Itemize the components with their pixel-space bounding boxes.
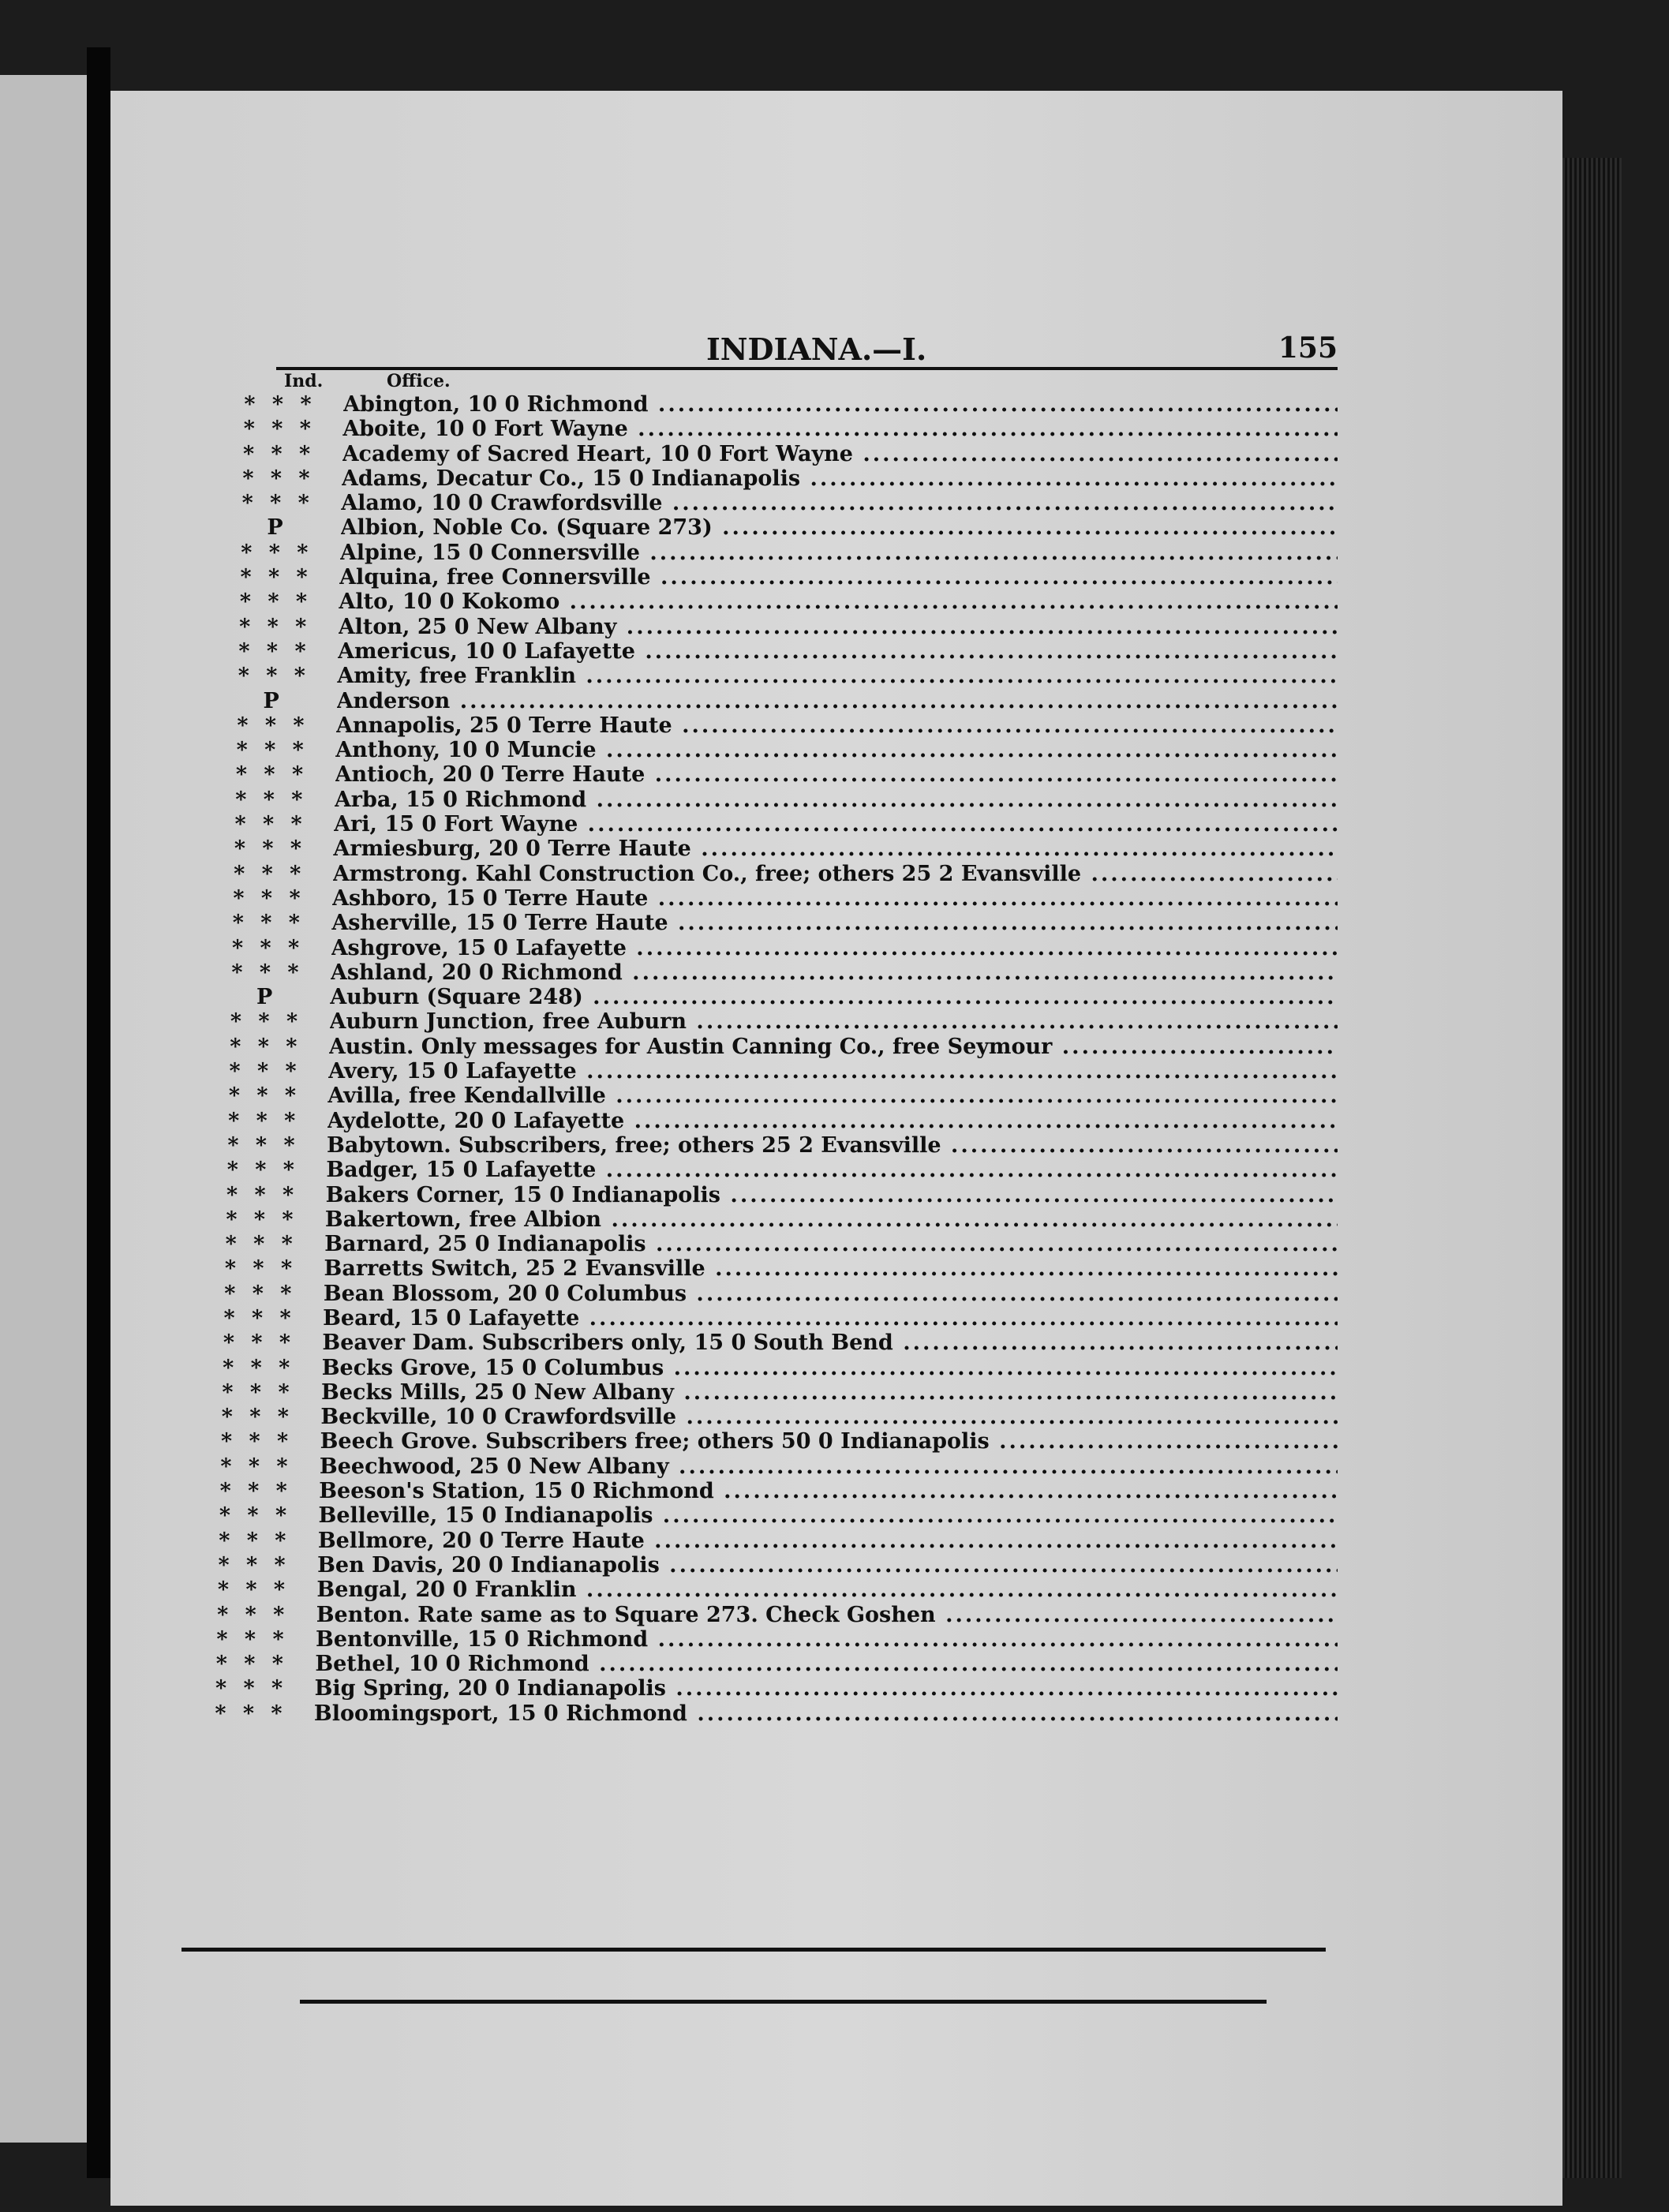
list-item (157, 1676, 1338, 1701)
office-entry: Annapolis, 25 0 Terre Haute ..... (336, 713, 1338, 738)
ind-marker: * * * (225, 1232, 298, 1257)
list-item (181, 615, 1338, 639)
ind-marker: P (256, 985, 278, 1010)
ind-marker: * * * (242, 466, 315, 491)
ind-marker: * * * (238, 638, 311, 664)
list-item (178, 762, 1338, 787)
ind-marker: * * * (235, 762, 309, 788)
office-entry: Alquina, free Connersville ..... (339, 565, 1338, 589)
office-entry: Belleville, 15 0 Indianapolis ..... (319, 1503, 1338, 1528)
office-entry: Ashland, 20 0 Richmond ..... (331, 960, 1338, 985)
office-entry: Badger, 15 0 Lafayette ..... (326, 1158, 1338, 1182)
office-entry: Beard, 15 0 Lafayette ..... (323, 1306, 1338, 1331)
ind-marker: * * * (215, 1676, 288, 1701)
ind-marker: * * * (236, 738, 309, 763)
office-entry: Bean Blossom, 20 0 Columbus ..... (324, 1282, 1338, 1306)
ind-marker: * * * (223, 1331, 295, 1356)
ind-marker: * * * (219, 1528, 291, 1553)
list-item (183, 515, 1338, 540)
office-entry: Aydelotte, 20 0 Lafayette ..... (327, 1109, 1338, 1133)
ind-marker: * * * (226, 1158, 299, 1183)
office-entry: Ashgrove, 15 0 Lafayette ..... (331, 936, 1338, 960)
list-item (157, 1652, 1338, 1676)
list-item (163, 1380, 1338, 1405)
office-entry: Bengal, 20 0 Franklin ..... (316, 1578, 1338, 1602)
office-entry: Alpine, 15 0 Connersville ..... (340, 541, 1338, 565)
ind-marker: * * * (230, 1034, 302, 1059)
list-item (161, 1503, 1338, 1528)
list-item (169, 1133, 1338, 1158)
header-rule (276, 367, 1338, 370)
list-item (165, 1306, 1338, 1331)
page-header (170, 331, 1338, 371)
list-item (180, 639, 1338, 664)
footer-rule (181, 1948, 1326, 1952)
list-item (174, 936, 1338, 960)
ind-marker: * * * (226, 1207, 298, 1232)
list-item (161, 1479, 1338, 1503)
list-item (172, 985, 1338, 1009)
office-entry: Barretts Switch, 25 2 Evansville ..... (324, 1256, 1338, 1281)
office-entry: Big Spring, 20 0 Indianapolis ..... (315, 1676, 1338, 1701)
book-gutter (87, 47, 110, 2178)
column-header-office: Office. (387, 371, 451, 391)
office-entry: Bentonville, 15 0 Richmond ..... (316, 1627, 1338, 1652)
ind-marker: * * * (234, 837, 306, 862)
office-entry: Armiesburg, 20 0 Terre Haute ..... (333, 837, 1338, 861)
list-item (175, 837, 1338, 861)
ind-marker: * * * (221, 1429, 294, 1454)
office-entry: Austin. Only messages for Austin Canning Co., free Seymour ..... (329, 1035, 1338, 1059)
office-entry: Barnard, 25 0 Indianapolis ..... (324, 1232, 1338, 1256)
office-entry: Ben Davis, 20 0 Indianapolis ..... (317, 1553, 1338, 1578)
office-entry: Benton. Rate same as to Square 273. Check Goshen ..... (316, 1603, 1338, 1627)
list-item (159, 1603, 1338, 1627)
office-entry: Amity, free Franklin ..... (337, 664, 1338, 688)
list-item (185, 442, 1338, 466)
office-entry: Alamo, 10 0 Crawfordsville ..... (341, 491, 1338, 515)
ind-marker: * * * (232, 935, 305, 960)
page-number: 155 (1278, 331, 1338, 365)
ind-marker: * * * (241, 540, 313, 565)
office-entry: Beechwood, 25 0 New Albany ..... (320, 1454, 1338, 1479)
list-item (182, 541, 1338, 565)
office-list (185, 392, 1338, 1726)
office-entry: Ashboro, 15 0 Terre Haute ..... (332, 886, 1338, 911)
list-item (179, 689, 1338, 713)
ind-marker: * * * (239, 589, 312, 615)
ind-marker: * * * (229, 1059, 301, 1084)
ind-marker: * * * (217, 1602, 290, 1627)
ind-marker: P (263, 688, 284, 713)
list-item (175, 862, 1338, 886)
list-item (171, 1035, 1338, 1059)
ind-marker: * * * (237, 713, 309, 738)
ind-marker: * * * (215, 1652, 288, 1677)
ind-marker: * * * (228, 1084, 301, 1109)
ind-marker: * * * (234, 861, 306, 886)
list-item (159, 1553, 1338, 1578)
office-entry: Ari, 15 0 Fort Wayne ..... (334, 812, 1338, 837)
ind-marker: * * * (219, 1503, 292, 1529)
list-item (178, 738, 1338, 762)
list-item (167, 1256, 1338, 1281)
office-entry: Becks Mills, 25 0 New Albany ..... (321, 1380, 1338, 1405)
ind-marker: * * * (244, 392, 316, 417)
office-entry: Aboite, 10 0 Fort Wayne ..... (342, 417, 1338, 441)
list-item (156, 1701, 1338, 1726)
office-entry: Avilla, free Kendallville ..... (327, 1084, 1338, 1108)
list-item (178, 713, 1338, 738)
office-entry: Bloomingsport, 15 0 Richmond ..... (314, 1701, 1338, 1726)
ind-marker: * * * (227, 1132, 300, 1158)
list-item (168, 1183, 1338, 1207)
ind-marker: * * * (234, 812, 307, 837)
list-item (177, 788, 1338, 812)
ind-marker: * * * (230, 1009, 303, 1035)
page-stack-edge (1562, 158, 1622, 2178)
ind-marker: * * * (226, 1182, 299, 1207)
ind-marker: * * * (224, 1256, 298, 1282)
ind-marker: * * * (231, 960, 304, 985)
office-entry: Academy of Sacred Heart, 10 0 Fort Wayne ..... (342, 442, 1338, 466)
list-item (179, 664, 1338, 688)
list-item (185, 417, 1338, 441)
ind-marker: P (267, 515, 288, 541)
left-page-edge (0, 75, 87, 2143)
office-entry: Beckville, 10 0 Crawfordsville ..... (320, 1405, 1338, 1429)
list-item (158, 1627, 1338, 1652)
list-item (170, 1059, 1338, 1084)
office-entry: Asherville, 15 0 Terre Haute ..... (331, 911, 1338, 935)
ind-marker: * * * (240, 565, 312, 590)
list-item (170, 1109, 1338, 1133)
list-item (181, 589, 1338, 614)
ind-marker: * * * (239, 614, 312, 639)
list-item (159, 1578, 1338, 1602)
office-entry: Americus, 10 0 Lafayette ..... (338, 639, 1338, 664)
office-entry: Beeson's Station, 15 0 Richmond ..... (319, 1479, 1338, 1503)
list-item (167, 1207, 1338, 1232)
list-item (166, 1282, 1338, 1306)
office-entry: Arba, 15 0 Richmond ..... (335, 788, 1338, 812)
office-entry: Antioch, 20 0 Terre Haute ..... (335, 762, 1338, 787)
ind-marker: * * * (235, 787, 308, 812)
ind-marker: * * * (232, 911, 305, 936)
ind-marker: * * * (241, 491, 314, 516)
office-entry: Bethel, 10 0 Richmond ..... (315, 1652, 1338, 1676)
list-item (170, 1084, 1338, 1108)
ind-marker: * * * (221, 1405, 294, 1430)
list-item (172, 1009, 1338, 1034)
ind-marker: * * * (219, 1479, 292, 1504)
office-entry: Anderson ..... (337, 689, 1338, 713)
office-entry: Bellmore, 20 0 Terre Haute ..... (318, 1529, 1338, 1553)
office-entry: Babytown. Subscribers, free; others 25 2 Evansville ..... (327, 1133, 1338, 1158)
ind-marker: * * * (218, 1552, 290, 1578)
list-item (164, 1356, 1338, 1380)
list-item (163, 1405, 1338, 1429)
office-entry: Bakers Corner, 15 0 Indianapolis ..... (326, 1183, 1338, 1207)
ind-marker: * * * (215, 1701, 287, 1726)
list-item (184, 466, 1338, 491)
ind-marker: * * * (233, 885, 305, 911)
office-entry: Abington, 10 0 Richmond ..... (343, 392, 1338, 417)
office-entry: Becks Grove, 15 0 Columbus ..... (322, 1356, 1338, 1380)
page-title: INDIANA.—I. (706, 331, 927, 367)
list-item (183, 491, 1338, 515)
list-item (163, 1429, 1338, 1454)
office-entry: Beaver Dam. Subscribers only, 15 0 South Bend ..... (322, 1331, 1338, 1355)
office-entry: Beech Grove. Subscribers free; others 50 0 Indianapolis ..... (320, 1429, 1338, 1454)
ind-marker: * * * (243, 417, 316, 442)
list-item (164, 1331, 1338, 1355)
office-entry: Auburn (Square 248) ..... (330, 985, 1338, 1009)
ind-marker: * * * (238, 664, 310, 689)
ind-marker: * * * (222, 1379, 294, 1405)
office-entry: Adams, Decatur Co., 15 0 Indianapolis ..... (342, 466, 1338, 491)
office-entry: Alto, 10 0 Kokomo ..... (339, 589, 1338, 614)
list-item (174, 911, 1338, 935)
list-item (174, 886, 1338, 911)
footer-rule-2 (300, 2000, 1267, 2004)
ind-marker: * * * (217, 1578, 290, 1603)
ind-marker: * * * (220, 1454, 293, 1479)
ind-marker: * * * (243, 441, 316, 466)
list-item (162, 1454, 1338, 1479)
ind-marker: * * * (223, 1355, 295, 1380)
list-item (181, 565, 1338, 589)
list-item (173, 960, 1338, 985)
list-item (176, 812, 1338, 837)
list-item (168, 1158, 1338, 1182)
office-entry: Albion, Noble Co. (Square 273) ..... (341, 515, 1338, 540)
office-entry: Alton, 25 0 New Albany ..... (339, 615, 1338, 639)
office-entry: Bakertown, free Albion ..... (325, 1207, 1338, 1232)
office-entry: Armstrong. Kahl Construction Co., free; others 25 2 Evansville ..... (333, 862, 1338, 886)
ind-marker: * * * (228, 1108, 301, 1133)
office-entry: Avery, 15 0 Lafayette ..... (328, 1059, 1338, 1084)
office-entry: Auburn Junction, free Auburn ..... (330, 1009, 1338, 1034)
list-item (167, 1232, 1338, 1256)
ind-marker: * * * (224, 1281, 297, 1306)
ind-marker: * * * (223, 1305, 296, 1331)
list-item (185, 392, 1338, 417)
list-item (160, 1529, 1338, 1553)
column-header-ind: Ind. (284, 371, 324, 391)
ind-marker: * * * (216, 1626, 289, 1652)
office-entry: Anthony, 10 0 Muncie ..... (335, 738, 1338, 762)
